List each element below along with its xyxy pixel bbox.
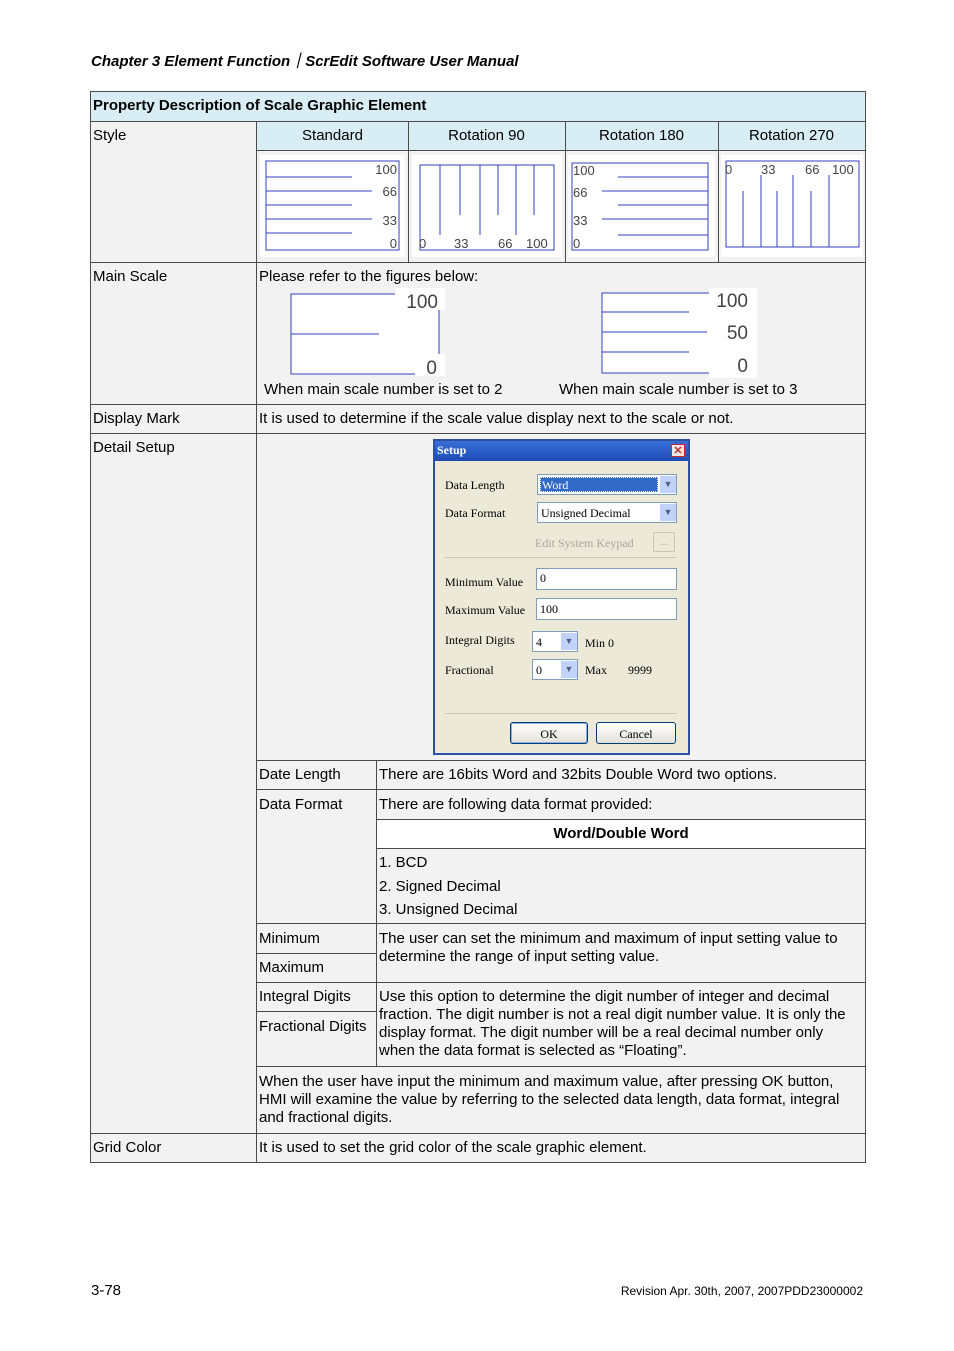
dialog-divider — [445, 557, 677, 558]
caption-main-scale-3: When main scale number is set to 3 — [559, 381, 798, 398]
main-scale-intro: Please refer to the figures below: — [259, 268, 479, 285]
max-hint-value: 9999 — [628, 663, 652, 677]
data-format-header: Word/Double Word — [553, 825, 689, 842]
data-length-value: Word — [542, 478, 569, 492]
minimum-value-label: Minimum Value — [445, 575, 524, 589]
data-format-intro: There are following data format provided: — [379, 796, 653, 813]
tick-label: 100 — [573, 163, 595, 178]
fractional-row-label: Fractional Digits — [259, 1018, 367, 1035]
chevron-down-icon[interactable]: ▼ — [660, 476, 676, 493]
minimum-value-input[interactable]: 0 — [536, 568, 677, 590]
data-length-label: Data Length — [445, 478, 505, 492]
data-format-select[interactable] — [537, 502, 677, 523]
detail-setup-label: Detail Setup — [93, 439, 175, 456]
edit-system-keypad-label: Edit System Keypad — [535, 536, 634, 550]
tick-label: 0 — [426, 358, 437, 378]
ok-button[interactable]: OK — [510, 722, 588, 744]
data-format-list — [377, 850, 519, 926]
chevron-down-icon[interactable]: ▼ — [561, 661, 577, 678]
digits-text: Use this option to determine the digit number of integer and decimal fraction. The digit number is not a real digit number value. It is only the display format. The digit number will be a real decimal number only when the data format is selected as “Floating”. — [379, 988, 846, 1059]
date-length-label: Date Length — [259, 766, 341, 783]
tick-label: 33 — [382, 213, 397, 228]
tick-label: 33 — [573, 213, 588, 228]
tick-label: 0 — [737, 356, 748, 377]
grid-color-label: Grid Color — [93, 1139, 162, 1156]
tick-label: 0 — [419, 236, 427, 251]
date-length-text: There are 16bits Word and 32bits Double Word two options. — [379, 766, 777, 783]
tick-label: 33 — [761, 162, 776, 177]
max-hint-label: Max — [585, 663, 607, 677]
dialog-divider — [445, 713, 677, 714]
main-scale-label: Main Scale — [93, 268, 168, 285]
min-hint: Min 0 — [585, 636, 615, 650]
data-format-row-label: Data Format — [259, 796, 343, 813]
col-rotation-90: Rotation 90 — [448, 127, 525, 144]
chevron-down-icon[interactable]: ▼ — [660, 504, 676, 521]
dialog-titlebar — [435, 441, 688, 461]
list-item: 3. Unsigned Decimal — [379, 901, 518, 918]
tick-label: 100 — [832, 162, 854, 177]
list-item: 2. Signed Decimal — [379, 877, 501, 895]
revision-info: Revision Apr. 30th, 2007, 2007PDD23000002 — [620, 1284, 863, 1298]
grid-color-text: It is used to set the grid color of the scale graphic element. — [259, 1139, 647, 1156]
fractional-label: Fractional — [445, 663, 494, 677]
tick-label: 100 — [716, 291, 748, 312]
scale-rotation180-figure — [568, 155, 715, 257]
tick-label: 50 — [726, 323, 748, 344]
chevron-down-icon[interactable]: ▼ — [561, 633, 577, 650]
tick-label: 0 — [573, 236, 581, 251]
display-mark-label: Display Mark — [93, 410, 180, 427]
page-header: Chapter 3 Element Function｜ScrEdit Software User Manual — [91, 53, 519, 70]
data-length-select[interactable] — [537, 474, 677, 495]
tick-label: 100 — [375, 162, 397, 177]
integral-row-label: Integral Digits — [259, 988, 351, 1005]
cancel-button[interactable]: Cancel — [596, 722, 676, 744]
tick-label: 100 — [526, 236, 548, 251]
main-scale-fig-3 — [597, 288, 757, 378]
main-scale-fig-2 — [285, 288, 445, 378]
col-rotation-180: Rotation 180 — [598, 127, 685, 144]
col-rotation-270: Rotation 270 — [748, 127, 835, 144]
setup-dialog — [433, 439, 690, 755]
integral-digits-select[interactable] — [532, 631, 578, 652]
caption-main-scale-2: When main scale number is set to 2 — [264, 381, 503, 398]
fractional-select[interactable] — [532, 659, 578, 680]
style-label: Style — [93, 127, 127, 144]
scale-standard-figure — [260, 155, 405, 257]
minmax-text: The user can set the minimum and maximum of input setting value to determine the range of input setting value. — [379, 930, 838, 965]
col-standard: Standard — [302, 127, 363, 144]
data-format-label: Data Format — [445, 506, 506, 520]
maximum-value-label: Maximum Value — [445, 603, 526, 617]
display-mark-text: It is used to determine if the scale value display next to the scale or not. — [259, 410, 734, 427]
maximum-row-label: Maximum — [259, 959, 325, 976]
fractional-value: 0 — [536, 663, 542, 677]
scale-rotation90-figure — [412, 155, 562, 257]
dialog-title: Setup — [437, 443, 467, 457]
tick-label: 66 — [498, 236, 513, 251]
tick-label: 100 — [406, 292, 438, 313]
minimum-row-label: Minimum — [259, 930, 320, 947]
integral-digits-label: Integral Digits — [445, 633, 515, 647]
tick-label: 66 — [382, 184, 397, 199]
tick-label: 66 — [573, 185, 588, 200]
tick-label: 66 — [805, 162, 820, 177]
maximum-value-input[interactable]: 100 — [536, 598, 677, 620]
tick-label: 33 — [454, 236, 469, 251]
data-format-value: Unsigned Decimal — [541, 506, 631, 520]
scale-rotation270-figure — [721, 155, 863, 257]
list-item: 1. BCD — [379, 854, 428, 871]
detail-note: When the user have input the minimum and maximum value, after pressing OK button, HMI will examine the value by referring to the selected data length, data format, integral and fractional digits. — [259, 1073, 840, 1126]
table-title: Property Description of Scale Graphic Element — [93, 97, 427, 114]
edit-keypad-button[interactable]: ... — [653, 532, 675, 552]
page-number: 3-78 — [91, 1282, 122, 1299]
close-icon[interactable]: ✕ — [671, 444, 685, 457]
integral-digits-value: 4 — [536, 635, 542, 649]
tick-label: 0 — [389, 236, 397, 251]
tick-label: 0 — [725, 162, 733, 177]
